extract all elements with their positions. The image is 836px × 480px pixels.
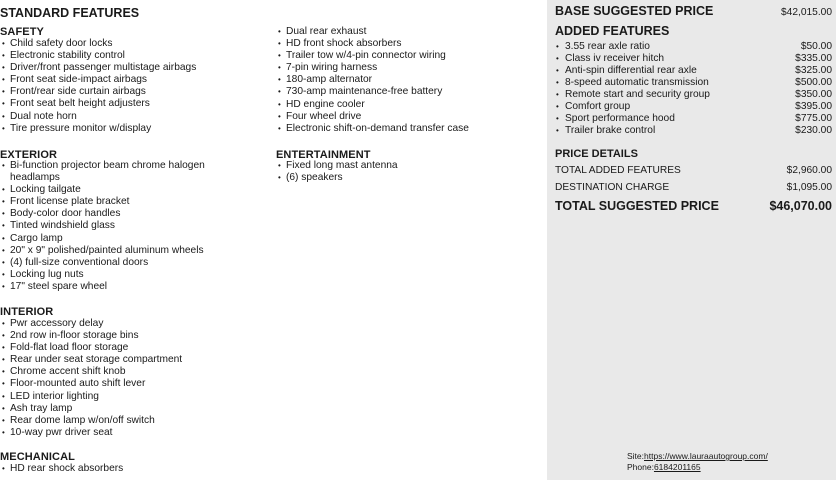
interior-list [0, 318, 182, 439]
added-feature-price: $230.00 [795, 125, 832, 136]
list-item: • Rear dome lamp w/on/off switch [0, 415, 182, 427]
list-item: • 20" x 9" polished/painted aluminum wheels [0, 245, 225, 257]
list-item: • 10-way pwr driver seat [0, 427, 182, 439]
list-item: • Electronic stability control [0, 50, 196, 62]
added-feature-price: $395.00 [795, 101, 832, 112]
list-item: • Floor-mounted auto shift lever [0, 378, 182, 390]
entertainment-list [276, 160, 398, 184]
entertainment-heading: ENTERTAINMENT [276, 149, 371, 161]
list-item: • 180-amp alternator [276, 74, 469, 86]
phone-label: Phone: [627, 462, 654, 472]
list-item: • Rear under seat storage compartment [0, 354, 182, 366]
list-item: • Tire pressure monitor w/display [0, 123, 196, 135]
list-item: • LED interior lighting [0, 391, 182, 403]
added-feature-row [555, 53, 832, 65]
phone-link[interactable]: 6184201165 [653, 462, 701, 472]
list-item: • Dual note horn [0, 111, 196, 123]
list-item: • Tinted windshield glass [0, 220, 225, 232]
list-item: • (4) full-size conventional doors [0, 257, 225, 269]
site-line [627, 451, 768, 462]
total-added-row [555, 165, 832, 176]
destination-value: $1,095.00 [786, 182, 832, 193]
list-item: • Body-color door handles [0, 208, 225, 220]
mechanical-list-part1 [0, 463, 123, 475]
added-feature-row [555, 41, 832, 53]
mechanical-heading: MECHANICAL [0, 451, 75, 463]
interior-heading: INTERIOR [0, 306, 54, 318]
list-item: • Ash tray lamp [0, 403, 182, 415]
list-item: • Pwr accessory delay [0, 318, 182, 330]
added-features-list [555, 41, 832, 137]
price-details-title: PRICE DETAILS [555, 148, 638, 160]
added-feature-row [555, 89, 832, 101]
list-item: • 7-pin wiring harness [276, 62, 469, 74]
list-item: • HD front shock absorbers [276, 38, 469, 50]
exterior-heading: EXTERIOR [0, 149, 58, 161]
destination-label: DESTINATION CHARGE [555, 182, 670, 193]
list-item: • Chrome accent shift knob [0, 366, 182, 378]
pricing-panel [547, 0, 836, 480]
list-item: • Four wheel drive [276, 111, 469, 123]
base-price-row [555, 4, 832, 18]
list-item: • Cargo lamp [0, 233, 225, 245]
list-item: • 17" steel spare wheel [0, 281, 225, 293]
list-item: • Locking lug nuts [0, 269, 225, 281]
destination-row [555, 182, 832, 193]
total-price-value: $46,070.00 [769, 199, 832, 213]
added-feature-name: • 8-speed automatic transmission [555, 77, 709, 89]
dealer-footer [627, 451, 768, 473]
list-item: • Electronic shift-on-demand transfer case [276, 123, 469, 135]
list-item: • 2nd row in-floor storage bins [0, 330, 182, 342]
added-feature-name: • Comfort group [555, 101, 630, 113]
added-feature-price: $500.00 [795, 77, 832, 88]
added-feature-price: $325.00 [795, 65, 832, 76]
added-feature-name: • Class iv receiver hitch [555, 53, 664, 65]
added-feature-name: • Remote start and security group [555, 89, 710, 101]
list-item: • Fixed long mast antenna [276, 160, 398, 172]
list-item: • (6) speakers [276, 172, 398, 184]
list-item: • Front/rear side curtain airbags [0, 86, 196, 98]
base-price-label: BASE SUGGESTED PRICE [555, 4, 714, 18]
added-feature-name: • Anti-spin differential rear axle [555, 65, 697, 77]
list-item: • Child safety door locks [0, 38, 196, 50]
list-item: • Bi-function projector beam chrome halogen headlamps [0, 160, 225, 184]
total-price-row [555, 199, 832, 213]
safety-heading: SAFETY [0, 26, 44, 38]
list-item: • HD rear shock absorbers [0, 463, 123, 475]
safety-list [0, 38, 196, 135]
mechanical-list-part2 [276, 26, 469, 135]
list-item: • Fold-flat load floor storage [0, 342, 182, 354]
added-feature-row [555, 113, 832, 125]
list-item: • Driver/front passenger multistage airbags [0, 62, 196, 74]
list-item: • Locking tailgate [0, 184, 225, 196]
list-item: • Front seat side-impact airbags [0, 74, 196, 86]
added-feature-name: • 3.55 rear axle ratio [555, 41, 650, 53]
added-feature-price: $775.00 [795, 113, 832, 124]
list-item: • Front license plate bracket [0, 196, 225, 208]
phone-line [627, 462, 768, 473]
standard-features-title: STANDARD FEATURES [0, 6, 140, 20]
added-features-title: ADDED FEATURES [555, 24, 670, 38]
list-item: • Front seat belt height adjusters [0, 98, 196, 110]
added-feature-row [555, 101, 832, 113]
added-feature-price: $50.00 [800, 41, 832, 52]
list-item: • Trailer tow w/4-pin connector wiring [276, 50, 469, 62]
site-link[interactable]: https://www.lauraautogroup.com/ [644, 451, 768, 461]
list-item: • Dual rear exhaust [276, 26, 469, 38]
base-price-value: $42,015.00 [781, 7, 832, 18]
exterior-list [0, 160, 225, 293]
added-feature-row [555, 65, 832, 77]
added-feature-row [555, 77, 832, 89]
total-added-value: $2,960.00 [786, 165, 832, 176]
added-feature-name: • Sport performance hood [555, 113, 675, 125]
total-price-label: TOTAL SUGGESTED PRICE [555, 199, 719, 213]
added-feature-price: $335.00 [795, 53, 832, 64]
added-feature-price: $350.00 [795, 89, 832, 100]
total-added-label: TOTAL ADDED FEATURES [555, 165, 681, 176]
list-item: • HD engine cooler [276, 99, 469, 111]
list-item: • 730-amp maintenance-free battery [276, 86, 469, 98]
site-label: Site: [627, 451, 645, 461]
added-feature-row [555, 125, 832, 137]
added-feature-name: • Trailer brake control [555, 125, 655, 137]
